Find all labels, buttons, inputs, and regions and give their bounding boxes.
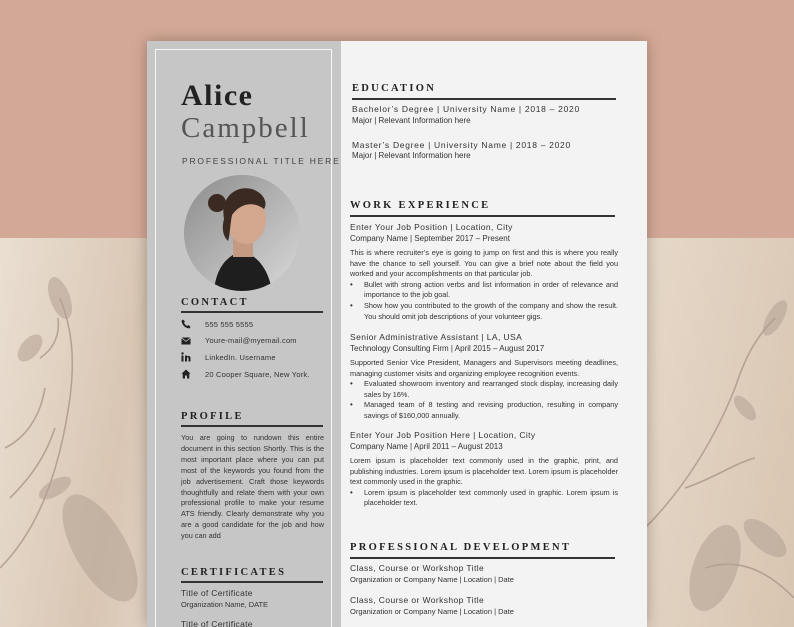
job-bullet: • Lorem ipsum is placeholder text commonly used in graphic. Lorem ipsum is placeholder text. bbox=[350, 488, 618, 509]
education-rule bbox=[352, 98, 616, 100]
contact-address-text: 20 Cooper Square, New York. bbox=[205, 369, 310, 379]
job-description: Lorem ipsum is placeholder text commonly used in the graphic, print, and publishing industries. Lorem ipsum is placeholder text. Lorem ipsum is placeholder text commonly used in the graphic. bbox=[350, 456, 618, 487]
job-company: Technology Consulting Firm | April 2015 – August 2017 bbox=[350, 344, 545, 353]
contact-linkedin bbox=[181, 352, 276, 362]
experience-rule bbox=[350, 215, 615, 217]
education-info: Major | Relevant Information here bbox=[352, 116, 471, 125]
resume-main bbox=[341, 41, 647, 627]
job-entry bbox=[350, 222, 618, 322]
contact-phone bbox=[181, 319, 253, 329]
education-degree: Master’s Degree | University Name | 2018 – 2020 bbox=[352, 140, 571, 150]
job-description: Supported Senior Vice President, Managers and Supervisors meeting deadlines, managing customer visits and organizing employee recognition events. bbox=[350, 358, 618, 378]
job-bullet: • Managed team of 8 testing and revising production, resulting in company savings of $160,000 annually. bbox=[350, 400, 618, 421]
certificates-heading: CERTIFICATES bbox=[181, 567, 287, 578]
development-heading: PROFESSIONAL DEVELOPMENT bbox=[350, 542, 572, 553]
education-heading: EDUCATION bbox=[352, 83, 437, 94]
linkedin-icon bbox=[181, 352, 205, 362]
job-description: This is where recruiter’s eye is going to jump on first and this is where you really have the chance to sell yourself. You can give a brief note about the field you worked and your accomplishments on that particular job. bbox=[350, 248, 618, 279]
job-title: Enter Your Job Position Here | Location, City bbox=[350, 430, 536, 440]
job-bullets bbox=[350, 488, 618, 509]
professional-title: PROFESSIONAL TITLE HERE bbox=[182, 156, 341, 166]
contact-email bbox=[181, 336, 297, 345]
certificates-rule bbox=[181, 581, 323, 583]
home-icon bbox=[181, 369, 205, 379]
job-company: Company Name | September 2017 – Present bbox=[350, 234, 510, 243]
resume-sidebar bbox=[147, 41, 341, 627]
job-bullet: • Bullet with strong action verbs and list information in order of relevance and importance to the job goal. bbox=[350, 280, 618, 301]
certificate-title: Title of Certificate bbox=[181, 588, 253, 598]
contact-phone-text: 555 555 5555 bbox=[205, 319, 254, 329]
education-degree: Bachelor’s Degree | University Name | 2018 – 2020 bbox=[352, 104, 580, 114]
development-org: Organization or Company Name | Location | Date bbox=[350, 607, 514, 616]
job-title: Senior Administrative Assistant | LA, USA bbox=[350, 332, 523, 342]
profile-text: You are going to rundown this entire document in this section Shortly. This is the most important place where you can put most of the keywords you found from the job advertisement. Craft those keywords thoughtfully and relate them with your own professional profile to make your resume ATS friendly. Clearly demonstrate why you are a good candidate for the job and how you can add bbox=[181, 433, 324, 541]
last-name: Campbell bbox=[181, 112, 310, 144]
contact-heading: CONTACT bbox=[181, 297, 249, 308]
job-company: Company Name | April 2011 – August 2013 bbox=[350, 442, 503, 451]
first-name: Alice bbox=[181, 79, 254, 112]
job-title: Enter Your Job Position | Location, City bbox=[350, 222, 513, 232]
certificate-org: Organization Name, DATE bbox=[181, 600, 268, 609]
profile-heading: PROFILE bbox=[181, 411, 244, 422]
contact-address bbox=[181, 369, 310, 379]
job-bullets bbox=[350, 379, 618, 421]
profile-rule bbox=[181, 425, 323, 427]
job-bullets bbox=[350, 280, 618, 322]
floral-decoration-left bbox=[0, 238, 150, 627]
job-bullet: • Evaluated showroom inventory and rearranged stock display, increasing daily sales by 16%. bbox=[350, 379, 618, 400]
contact-linkedin-text: LinkedIn. Username bbox=[205, 352, 276, 362]
contact-email-text: Youre-mail@myemail.com bbox=[205, 336, 297, 345]
floral-decoration-right bbox=[645, 238, 794, 627]
experience-heading: WORK EXPERIENCE bbox=[350, 200, 491, 211]
contact-rule bbox=[181, 311, 323, 313]
certificate-title: Title of Certificate bbox=[181, 619, 253, 627]
education-info: Major | Relevant Information here bbox=[352, 151, 471, 160]
profile-photo bbox=[184, 175, 300, 291]
resume-page bbox=[147, 41, 647, 627]
development-org: Organization or Company Name | Location | Date bbox=[350, 575, 514, 584]
development-rule bbox=[350, 557, 615, 559]
phone-icon bbox=[181, 319, 205, 329]
email-icon bbox=[181, 337, 205, 345]
job-entry bbox=[350, 430, 618, 509]
job-bullet: • Show how you contributed to the growth of the company and show the result. You should omit job descriptions of your volunteer gigs. bbox=[350, 301, 618, 322]
job-entry bbox=[350, 332, 618, 422]
development-title: Class, Course or Workshop Title bbox=[350, 563, 485, 573]
development-title: Class, Course or Workshop Title bbox=[350, 595, 485, 605]
